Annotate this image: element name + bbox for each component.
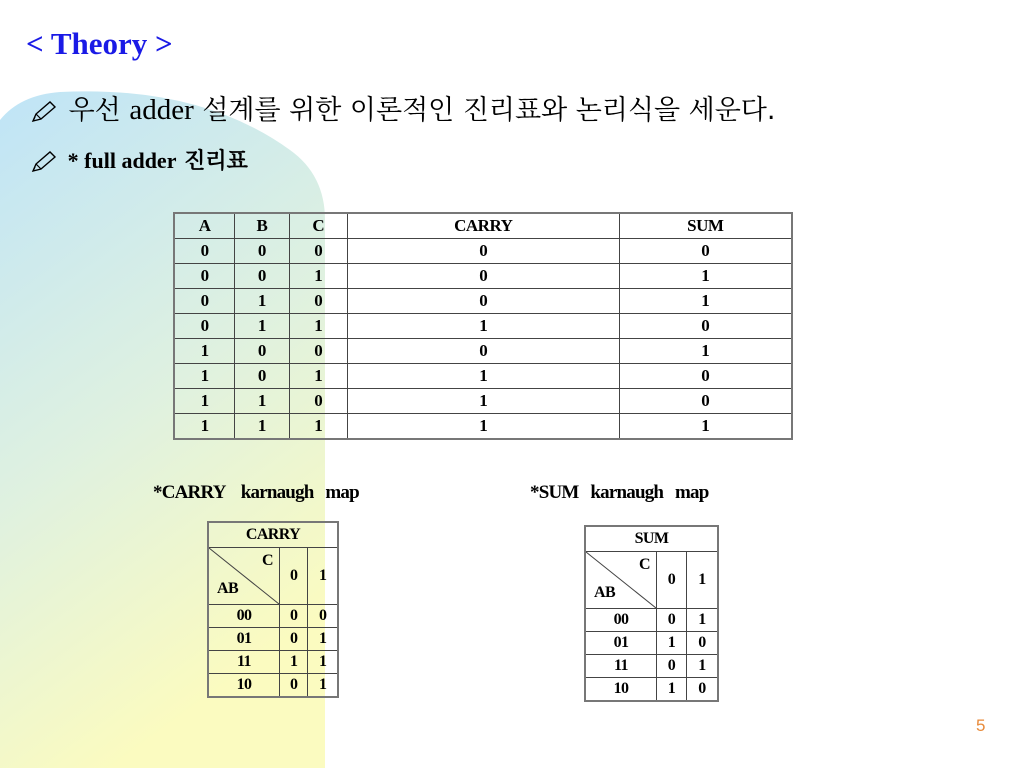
kmap-cell: 1 (308, 651, 338, 674)
kmap-row-label: 01 (208, 628, 280, 651)
kmap-cell: 1 (308, 674, 338, 698)
line1-english: adder (129, 94, 194, 126)
kmap-row (585, 632, 718, 655)
table-cell: 0 (174, 239, 235, 264)
kmap-row (208, 605, 338, 628)
table-cell: 1 (289, 314, 348, 339)
sum-map-caption: *SUM karnaugh map (530, 482, 709, 503)
table-cell: 0 (289, 239, 348, 264)
kmap-row (208, 651, 338, 674)
table-row (174, 314, 792, 339)
table-cell: 1 (235, 314, 289, 339)
table-cell: 1 (619, 289, 792, 314)
table-cell: 0 (619, 239, 792, 264)
table-cell: 1 (235, 414, 289, 440)
table-cell: 1 (289, 264, 348, 289)
kmap-cell: 0 (686, 678, 718, 702)
kmap-corner-cell (585, 552, 657, 609)
kmap-corner-cell (208, 548, 280, 605)
table-row (174, 389, 792, 414)
table-cell: 0 (348, 264, 619, 289)
kmap-col-header: 1 (308, 548, 338, 605)
table-cell: 1 (348, 364, 619, 389)
kmap-row-label: 11 (585, 655, 657, 678)
table-cell: 1 (348, 314, 619, 339)
table-cell: 0 (174, 314, 235, 339)
bullet-line-2 (30, 144, 248, 175)
table-row (174, 414, 792, 440)
kmap-cell: 1 (657, 632, 687, 655)
kmap-row-label: 10 (585, 678, 657, 702)
table-cell: 1 (348, 389, 619, 414)
kmap-cell: 0 (657, 609, 687, 632)
truth-table (173, 212, 793, 440)
kmap-title: CARRY (208, 522, 338, 548)
kmap-cell: 1 (308, 628, 338, 651)
table-cell: 1 (174, 339, 235, 364)
kmap-col-header: 0 (280, 548, 308, 605)
table-cell: 0 (348, 339, 619, 364)
kmap-cell: 0 (280, 628, 308, 651)
line2-prefix: * (67, 148, 85, 173)
carry-karnaugh-map (207, 521, 339, 698)
kmap-row-label: 01 (585, 632, 657, 655)
table-cell: 1 (174, 364, 235, 389)
kmap-col-var: C (262, 552, 273, 569)
kmap-cell: 0 (308, 605, 338, 628)
kmap-cell: 1 (686, 609, 718, 632)
table-cell: 1 (235, 389, 289, 414)
table-row (174, 239, 792, 264)
bullet-line-1 (30, 88, 775, 127)
table-cell: 0 (348, 289, 619, 314)
page-number: 5 (976, 716, 986, 735)
kmap-cell: 0 (686, 632, 718, 655)
kmap-row (208, 628, 338, 651)
table-row (174, 364, 792, 389)
table-cell: 1 (348, 414, 619, 440)
kmap-row (585, 609, 718, 632)
header-cell: CARRY (348, 213, 619, 239)
table-cell: 1 (174, 414, 235, 440)
kmap-title: SUM (585, 526, 718, 552)
kmap-cell: 0 (657, 655, 687, 678)
slide-title: < Theory > (26, 26, 173, 61)
kmap-cell: 0 (280, 605, 308, 628)
table-cell: 1 (289, 364, 348, 389)
kmap-row-label: 10 (208, 674, 280, 698)
header-cell: A (174, 213, 235, 239)
table-cell: 0 (235, 339, 289, 364)
kmap-row-label: 00 (208, 605, 280, 628)
table-cell: 1 (619, 339, 792, 364)
table-cell: 0 (619, 389, 792, 414)
line1-suffix: 설계를 위한 이론적인 진리표와 논리식을 세운다. (193, 95, 776, 126)
kmap-cell: 0 (280, 674, 308, 698)
header-cell: SUM (619, 213, 792, 239)
kmap-row-var: AB (217, 580, 239, 597)
table-cell: 0 (348, 239, 619, 264)
table-cell: 0 (235, 364, 289, 389)
table-cell: 1 (619, 414, 792, 440)
table-cell: 1 (174, 389, 235, 414)
kmap-row-label: 11 (208, 651, 280, 674)
table-cell: 0 (289, 289, 348, 314)
table-cell: 0 (619, 364, 792, 389)
line1-prefix: 우선 (68, 95, 130, 126)
table-cell: 0 (174, 264, 235, 289)
table-row (174, 264, 792, 289)
table-cell: 0 (235, 239, 289, 264)
kmap-row-var: AB (594, 584, 616, 601)
kmap-col-var: C (639, 556, 650, 573)
line2-english: full adder (84, 148, 177, 173)
table-cell: 0 (174, 289, 235, 314)
kmap-row-label: 00 (585, 609, 657, 632)
table-cell: 1 (235, 289, 289, 314)
kmap-row (585, 655, 718, 678)
kmap-cell: 1 (686, 655, 718, 678)
table-cell: 0 (619, 314, 792, 339)
table-cell: 0 (235, 264, 289, 289)
table-row (174, 289, 792, 314)
kmap-row (208, 674, 338, 698)
table-cell: 1 (289, 414, 348, 440)
kmap-col-header: 0 (657, 552, 687, 609)
table-cell: 1 (619, 264, 792, 289)
header-cell: C (289, 213, 348, 239)
carry-map-caption: *CARRY karnaugh map (153, 482, 359, 503)
table-cell: 0 (289, 339, 348, 364)
kmap-cell: 1 (657, 678, 687, 702)
kmap-col-header: 1 (686, 552, 718, 609)
header-cell: B (235, 213, 289, 239)
kmap-row (585, 678, 718, 702)
line2-suffix: 진리표 (176, 149, 248, 174)
table-row (174, 339, 792, 364)
pencil-icon (30, 149, 60, 175)
kmap-cell: 1 (280, 651, 308, 674)
sum-karnaugh-map (584, 525, 719, 702)
table-cell: 0 (289, 389, 348, 414)
pencil-icon (30, 99, 60, 125)
truth-table-header-row (174, 213, 792, 239)
